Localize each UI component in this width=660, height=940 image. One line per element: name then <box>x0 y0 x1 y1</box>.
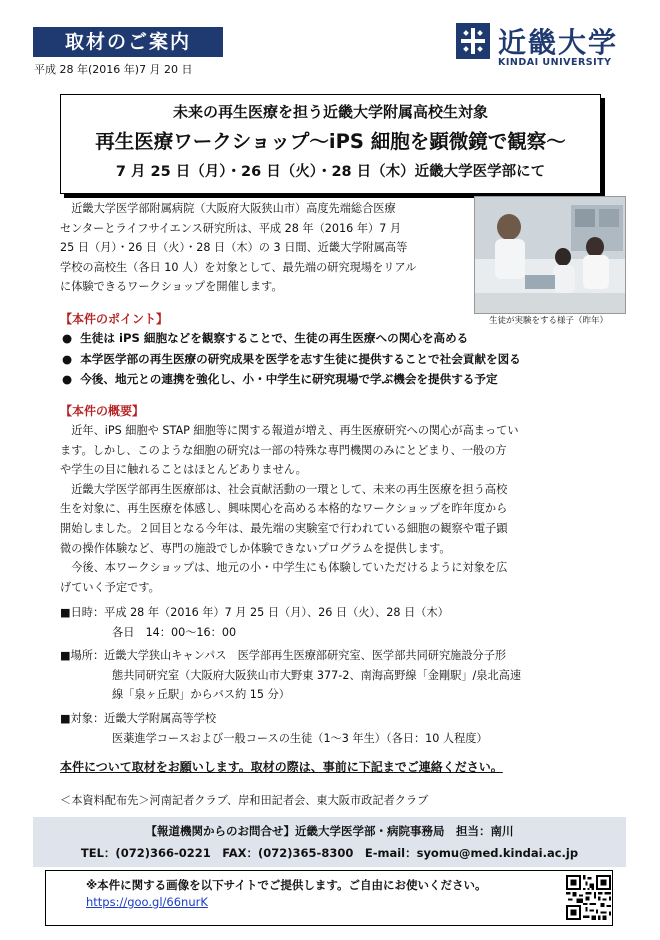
bullet-icon: ● <box>62 351 73 366</box>
qr-code-icon[interactable] <box>566 875 611 920</box>
kindai-logo <box>456 21 636 71</box>
point-text: 本学医学部の再生医療の研究成果を医学を志す生徒に提供することで社会貢献を図る <box>80 351 521 366</box>
title-main: 再生医療ワークショップ～iPS 細胞を顕微鏡で観察～ <box>95 130 566 153</box>
intro-paragraph <box>60 199 470 297</box>
points-list <box>62 328 521 390</box>
overview-line: 近年、iPS 細胞や STAP 細胞等に関する報道が増え、再生医療研究への関心が高まってい <box>60 424 519 437</box>
overview-line: 今後、本ワークショップは、地元の小・中学生にも体験していただけるように対象を広 <box>60 561 508 575</box>
distribution-list: ＜本資料配布先＞河南記者クラブ、岸和田記者会、東大阪市政記者クラブ <box>60 794 429 807</box>
photo-caption: 生徒が実験をする様子（昨年） <box>489 316 609 326</box>
title-subheading: 未来の再生医療を担う近畿大学附属高校生対象 <box>172 103 488 121</box>
point-text: 今後、地元との連携を強化し、小・中学生に研究現場で学ぶ機会を提供する予定 <box>80 372 498 386</box>
point-text: 生徒は iPS 細胞などを観察することで、生徒の再生医療への関心を高める <box>80 331 469 345</box>
intro-line: 学校の高校生（各日 10 人）を対象として、最先端の研究現場をリアル <box>60 260 417 274</box>
intro-line: センターとライフサイエンス研究所は、平成 28 年（2016 年）7 月 <box>60 221 402 235</box>
list-item <box>62 349 521 370</box>
intro-line: 25 日（月）・26 日（火）・28 日（木）の 3 日間、近畿大学附属高等 <box>60 241 408 255</box>
release-date: 平成 28 年(2016 年)7 月 20 日 <box>34 63 193 76</box>
overview-line: 生を対象に、再生医療を体感し、興味関心を高める本格的なワークショップを昨年度から <box>60 502 508 516</box>
title-box <box>60 94 601 194</box>
logo-wordmark-en: KINDAI UNIVERSITY <box>498 57 612 68</box>
detail-target-cont: 医薬進学コースおよび一般コースの生徒（1～3 年生）（各日：10 人程度） <box>112 731 488 745</box>
kindai-logo-mark-icon <box>456 23 490 59</box>
points-heading: 【本件のポイント】 <box>60 312 169 326</box>
overview-line: 微の操作体験など、専門の施設でしか体験できないプログラムを提供します。 <box>60 541 451 555</box>
intro-line: に体験できるワークショップを開催します。 <box>60 280 283 294</box>
detail-place-cont: 態共同研究室（大阪府大阪狭山市大野東 377-2、南海高野線「金剛駅」/泉北高速 <box>112 668 522 682</box>
detail-time: 各日 14：00～16：00 <box>112 625 237 639</box>
bullet-icon: ● <box>62 372 73 386</box>
contact-office: 【報道機関からのお問合せ】近畿大学医学部・病院事務局 担当：南川 <box>145 824 514 838</box>
overview-body <box>60 421 519 597</box>
overview-line: 近畿大学医学部再生医療部は、社会貢献活動の一環として、未来の再生医療を担う高校 <box>60 482 508 496</box>
image-download-text: ※本件に関する画像を以下サイトでご提供します。ご自由にお使いください。 <box>86 878 487 892</box>
list-item <box>62 369 521 390</box>
lab-photo <box>474 196 626 314</box>
detail-place: ■場所：近畿大学狭山キャンパス 医学部再生医療部研究室、医学部共同研究施設分子形 <box>60 649 507 663</box>
coverage-request: 本件について取材をお願いします。取材の際は、事前に下記までご連絡ください。 <box>60 760 503 774</box>
details <box>60 603 521 748</box>
bullet-icon: ● <box>62 331 73 345</box>
image-download-link[interactable]: https://goo.gl/66nurK <box>86 895 208 909</box>
title-dates: 7 月 25 日（月）・26 日（火）・28 日（木）近畿大学医学部にて <box>115 164 546 180</box>
overview-heading: 【本件の概要】 <box>60 404 145 418</box>
contact-numbers: TEL：(072)366-0221 FAX：(072)365-8300 E-mail：syomu@med.kindai.ac.jp <box>80 846 579 860</box>
overview-line: や学生の目に触れることはほとんどありません。 <box>60 463 307 477</box>
intro-line: 近畿大学医学部附属病院（大阪府大阪狭山市）高度先端総合医療 <box>60 202 396 215</box>
press-badge: 取材のご案内 <box>33 27 223 57</box>
overview-line: 開始しました。２回目となる今年は、最先端の実験室で行われている細胞の観察や電子顕 <box>60 521 508 535</box>
detail-target: ■対象：近畿大学附属高等学校 <box>60 711 217 725</box>
list-item <box>62 328 521 349</box>
detail-date: ■日時：平成 28 年（2016 年）7 月 25 日（月）、26 日（火）、28 日（木） <box>60 606 449 619</box>
overview-line: ます。しかし、このような細胞の研究は一部の特殊な専門機関のみにとどまり、一般の方 <box>60 443 507 457</box>
logo-wordmark-jp: 近畿大学 <box>498 26 619 59</box>
detail-place-cont: 線「泉ヶ丘駅」からバス約 15 分） <box>112 688 290 702</box>
overview-line: げていく予定です。 <box>60 580 160 594</box>
